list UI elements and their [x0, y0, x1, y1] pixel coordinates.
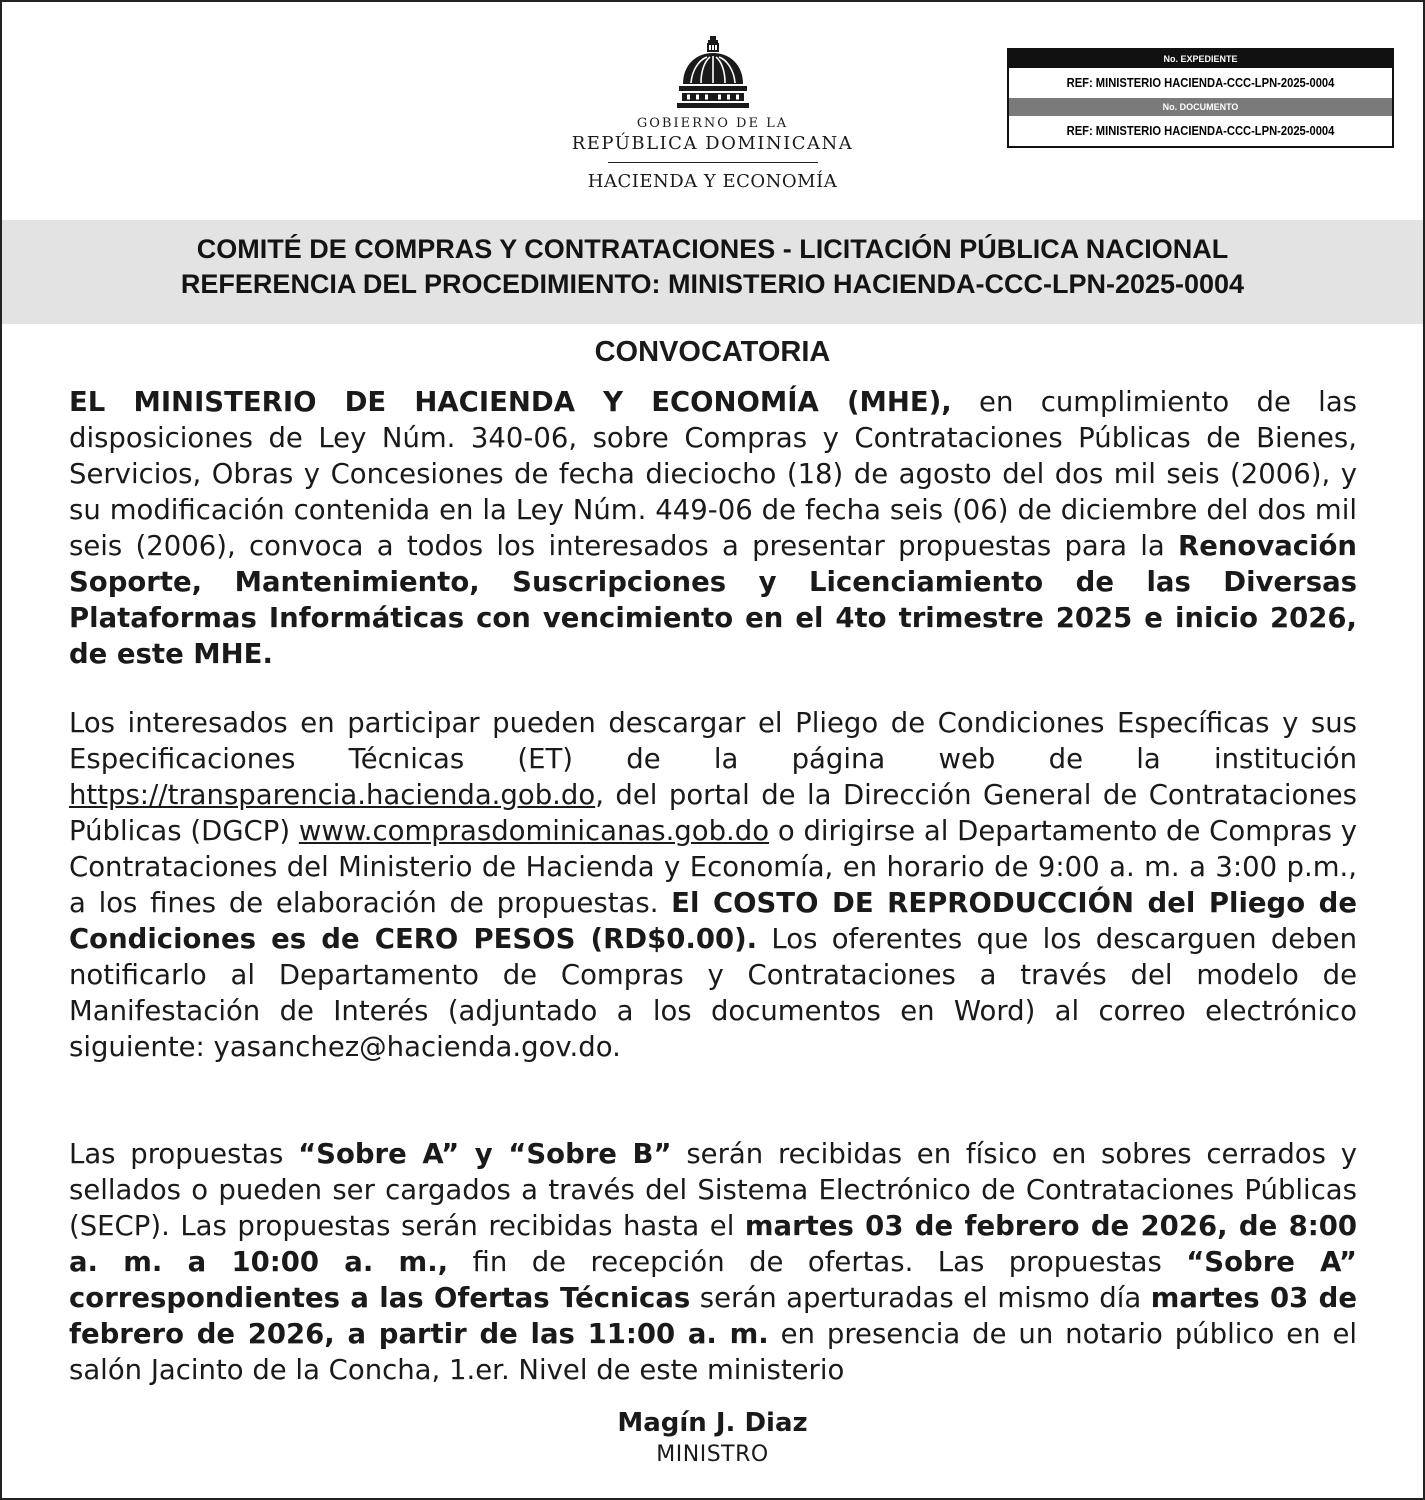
reception-date: martes 03 de febrero de 2026, de 8:00 a. m. a 10:00 a. m., — [69, 1210, 1357, 1278]
paragraph-proposals — [69, 1136, 1357, 1388]
p3-text-i: en presencia de un notario público en el salón Jacinto de la Concha, 1.er. Nivel de este ministerio — [69, 1318, 1358, 1386]
committee-heading: COMITÉ DE COMPRAS Y CONTRATACIONES - LICITACIÓN PÚBLICA NACIONAL — [196, 234, 1229, 264]
p3-text-a: Las propuestas — [69, 1138, 299, 1170]
p2-text-b: , del portal de la Dirección General de Contrataciones Públicas (DGCP) — [69, 779, 1357, 847]
procurement-object: Renovación Soporte, Mantenimiento, Suscripciones y Licenciamiento de las Diversas Plataformas Informáticas con vencimiento en el 4to trimestre 2025 e inicio 2026, de este MHE. — [69, 530, 1357, 670]
p3-text-e: fin de recepción de ofertas. Las propuestas — [448, 1246, 1187, 1278]
cost-statement: El COSTO DE REPRODUCCIÓN del Pliego de Condiciones es de CERO PESOS (RD$0.00). — [69, 887, 1358, 955]
transparencia-link[interactable]: https://transparencia.hacienda.gob.do — [69, 779, 596, 811]
p1-text: en cumplimiento de las disposiciones de Ley Núm. 340-06, sobre Compras y Contrataciones Públicas de Bienes, Servicios, Obras y Concesiones de fecha dieciocho (18) de agosto del dos mil seis (2006), y su modificación contenida en la Ley Núm. 449-06 de fecha seis (06) de diciembre del dos mil seis (2006), convoca a todos los interesados a presentar propuestas para la — [69, 386, 1357, 562]
reference-box — [1007, 48, 1394, 148]
p2-text-c: o dirigirse al Departamento de Compras y Contrataciones del Ministerio de Hacienda y Economía, en horario de 9:00 a. m. a 3:00 p.m., a los fines de elaboración de propuestas. — [69, 815, 1357, 919]
compras-link[interactable]: www.comprasdominicanas.gob.do — [298, 815, 770, 847]
p3-text-g: serán aperturadas el mismo día — [690, 1282, 1151, 1314]
government-logo — [540, 36, 885, 192]
signature-block — [0, 1408, 1425, 1467]
procedure-reference: REFERENCIA DEL PROCEDIMIENTO: MINISTERIO HACIENDA-CCC-LPN-2025-0004 — [180, 269, 1245, 299]
sobre-a-bold: “Sobre A” correspondientes a las Ofertas Técnicas — [69, 1246, 1358, 1314]
p2-text-d: Los oferentes que los descarguen deben notificarlo al Departamento de Compras y Contrataciones a través del modelo de Manifestación de Interés (adjuntado a los documentos en Word) al correo electrónico siguiente: yasanchez@hacienda.gov.do. — [69, 923, 1358, 1063]
logo-republica-text: REPÚBLICA DOMINICANA — [571, 133, 854, 154]
expediente-label: No. EXPEDIENTE — [1009, 50, 1392, 68]
documento-value: REF: MINISTERIO HACIENDA-CCC-LPN-2025-0004 — [1066, 123, 1335, 138]
signer-role: MINISTRO — [656, 1442, 769, 1467]
dome-emblem-icon — [677, 36, 749, 110]
p3-text-c: serán recibidas en físico en sobres cerrados y sellados o pueden ser cargados a través del Sistema Electrónico de Contrataciones Públicas (SECP). Las propuestas serán recibidas hasta el — [69, 1138, 1357, 1242]
logo-divider — [608, 162, 818, 163]
logo-ministerio-text: HACIENDA Y ECONOMÍA — [587, 171, 838, 192]
expediente-value: REF: MINISTERIO HACIENDA-CCC-LPN-2025-0004 — [1066, 75, 1335, 90]
signer-name: Magín J. Diaz — [617, 1408, 808, 1438]
page-title: CONVOCATORIA — [594, 336, 831, 368]
paragraph-convocatoria — [69, 384, 1357, 672]
logo-gobierno-text: GOBIERNO DE LA — [636, 116, 789, 131]
opening-date: martes 03 de febrero de 2026, a partir de las 11:00 a. m. — [69, 1282, 1357, 1350]
documento-label: No. DOCUMENTO — [1009, 98, 1392, 116]
paragraph-download — [69, 705, 1357, 1065]
p2-text-a: Los interesados en participar pueden descargar el Pliego de Condiciones Específicas y sus Especificaciones Técnicas (ET) de la página web de la institución — [69, 707, 1357, 775]
ministry-lead: EL MINISTERIO DE HACIENDA Y ECONOMÍA (MHE), — [69, 386, 952, 418]
heading-band — [2, 220, 1423, 324]
sobres-bold: “Sobre A” y “Sobre B” — [298, 1138, 672, 1170]
